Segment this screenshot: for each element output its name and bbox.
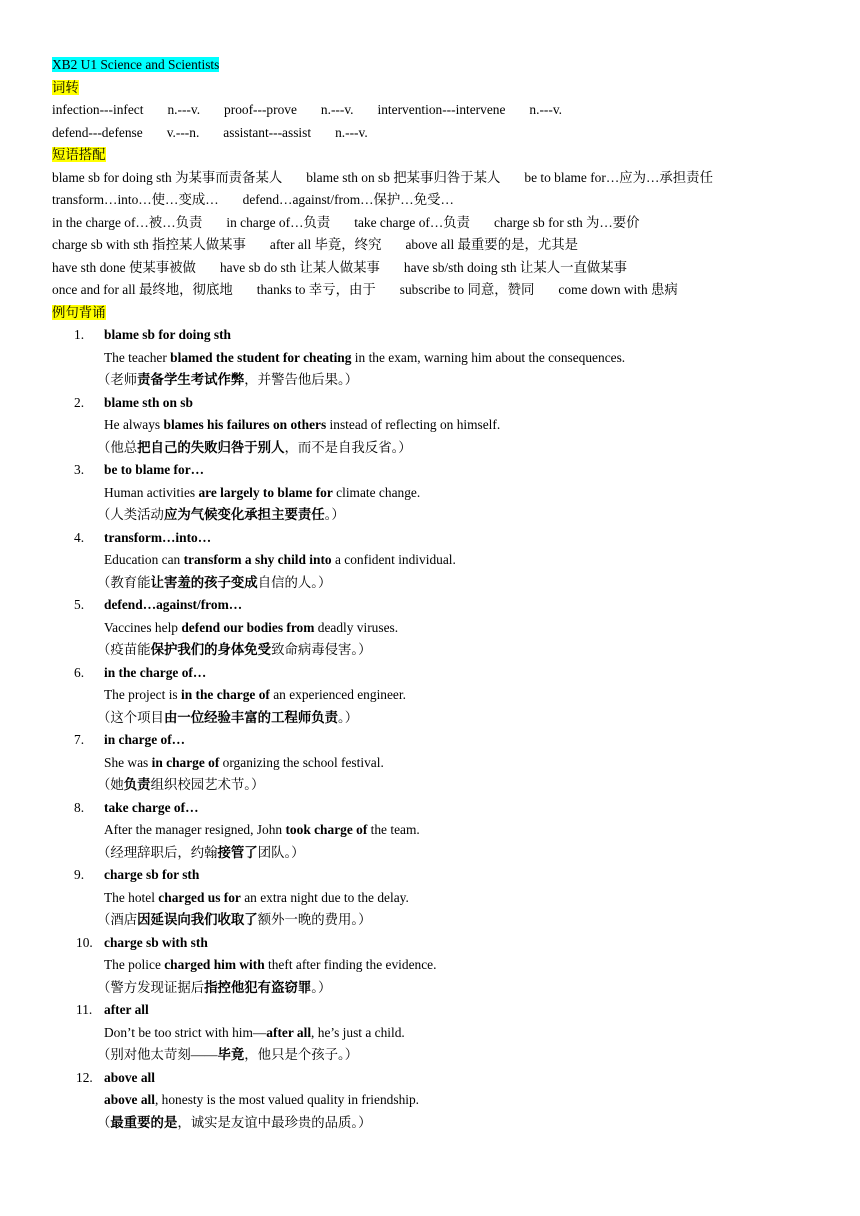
example-sentence-run: , he’s just a child. — [311, 1024, 405, 1040]
example-sentence-run: The police — [104, 957, 165, 972]
example-translation-run: ，他只是个孩子。） — [244, 1047, 359, 1062]
word-form-item: defend---defense — [52, 124, 143, 140]
phrase-row — [52, 234, 832, 257]
example-translation-text — [97, 912, 372, 927]
example-translation-text — [97, 507, 345, 522]
example-sentence-run: in charge of — [151, 754, 220, 770]
example-translation-run: （疫苗能 — [97, 642, 151, 657]
example-number: 4. — [74, 529, 85, 545]
example-translation-run: 最重要的是 — [110, 1114, 178, 1130]
example-phrase: in charge of… — [104, 732, 186, 747]
example-sentence-run: instead of reflecting on himself. — [326, 417, 501, 432]
example-translation-text — [97, 1115, 372, 1130]
example-translation — [52, 504, 832, 527]
example-translation-run: 应为气候变化承担主要责任 — [163, 507, 325, 522]
section-label-word-forms: 词转 — [52, 79, 79, 95]
example-sentence-run: in the charge of — [180, 687, 270, 702]
word-form-item: infection---infect — [52, 102, 144, 117]
example-translation-run: （老师 — [97, 372, 138, 387]
example-translation-run: 组织校园艺术节。） — [150, 777, 265, 792]
example-phrase: charge sb with sth — [104, 934, 208, 950]
example-translation-run: （这个项目 — [97, 709, 164, 725]
example-heading — [52, 594, 832, 617]
document-title: XB2 U1 Science and Scientists — [52, 57, 220, 72]
phrase-row — [52, 167, 832, 190]
example-translation-run: （酒店 — [97, 912, 138, 927]
example-number: 1. — [74, 327, 85, 342]
example-sentence-run: above all — [104, 1092, 155, 1107]
example-translation — [52, 572, 832, 595]
example-item — [52, 797, 832, 865]
example-translation-run: 致命病毒侵害。） — [271, 642, 372, 657]
example-sentence-run: He always — [104, 417, 164, 432]
example-translation-run: （她 — [97, 777, 124, 792]
example-phrase: take charge of… — [104, 799, 199, 815]
example-translation — [52, 639, 832, 662]
phrase-item: be to blame for…应为…承担责任 — [524, 169, 713, 185]
example-translation-run: （警方发现证据后 — [97, 979, 205, 995]
example-item — [52, 932, 832, 1000]
example-translation-run: 指控他犯有盗窃罪 — [204, 979, 312, 995]
document-page — [52, 54, 832, 1134]
phrase-item: after all 毕竟，终究 — [269, 237, 382, 252]
example-translation-run: 。） — [324, 507, 345, 522]
word-form-item: n.---v. — [167, 102, 201, 117]
example-sentence-run: blamed the student for cheating — [170, 349, 352, 365]
example-sentence-run: a confident individual. — [331, 552, 456, 567]
example-translation-run: （教育能 — [97, 574, 151, 590]
example-translation-run: 因延误向我们收取了 — [137, 912, 258, 927]
example-sentence-run: blames his failures on others — [163, 417, 327, 432]
example-phrase: blame sth on sb — [104, 394, 193, 410]
word-form-item: assistant---assist — [223, 124, 312, 140]
example-sentence — [52, 617, 832, 640]
example-heading — [52, 729, 832, 752]
example-sentence-run: an extra night due to the delay. — [240, 889, 409, 905]
section-label-examples: 例句背诵 — [52, 304, 106, 320]
example-sentence-run: after all — [266, 1024, 312, 1040]
example-translation-text — [97, 710, 358, 725]
example-number: 11. — [76, 1002, 93, 1017]
example-number: 6. — [74, 664, 85, 680]
example-translation — [52, 707, 832, 730]
example-translation-run: 让害羞的孩子变成 — [150, 574, 258, 590]
example-sentence-run: The project is — [104, 687, 181, 702]
example-number: 3. — [74, 462, 85, 477]
word-form-item: n.---v. — [320, 102, 354, 117]
example-number: 8. — [74, 799, 85, 815]
example-sentence-run: , honesty is the most valued quality in friendship. — [154, 1092, 420, 1107]
phrase-item: in charge of…负责 — [226, 214, 331, 230]
example-translation-text — [97, 575, 331, 590]
example-number: 2. — [74, 394, 85, 410]
example-sentence — [52, 549, 832, 572]
example-number: 12. — [76, 1069, 93, 1085]
example-item — [52, 999, 832, 1067]
phrase-row — [52, 279, 832, 302]
phrase-item: have sth done 使某事被做 — [52, 259, 196, 275]
phrase-row — [52, 257, 832, 280]
example-heading — [52, 932, 832, 955]
example-phrase: blame sb for doing sth — [104, 327, 231, 342]
example-list — [52, 324, 832, 1134]
example-translation — [52, 1044, 832, 1067]
example-sentence-run: an experienced engineer. — [269, 687, 406, 702]
example-sentence-run: The teacher — [104, 349, 171, 365]
phrase-item: thanks to 幸亏，由于 — [256, 282, 376, 297]
example-translation-text — [97, 440, 412, 455]
example-translation-run: （别对他太苛刻—— — [97, 1047, 218, 1062]
example-translation-run: ，而不是自我反省。） — [284, 439, 412, 455]
example-sentence — [52, 482, 832, 505]
example-item — [52, 864, 832, 932]
example-translation-text — [97, 372, 358, 387]
example-number: 9. — [74, 867, 85, 882]
word-form-item: proof---prove — [224, 102, 297, 117]
example-sentence — [52, 887, 832, 910]
example-heading — [52, 999, 832, 1022]
phrase-item: charge sb for sth 为…要价 — [494, 214, 640, 230]
example-number: 5. — [74, 597, 85, 612]
example-translation — [52, 369, 832, 392]
example-translation-run: 团队。） — [257, 844, 305, 860]
example-item — [52, 392, 832, 460]
example-translation-run: ，诚实是友谊中最珍贵的品质。） — [177, 1114, 372, 1130]
example-translation — [52, 437, 832, 460]
example-sentence-run: The hotel — [104, 889, 159, 905]
example-item — [52, 594, 832, 662]
example-translation-text — [97, 980, 331, 995]
example-translation-text — [97, 777, 264, 792]
example-sentence-run: deadly viruses. — [314, 619, 399, 635]
example-sentence-run: charged us for — [158, 889, 241, 905]
example-translation — [52, 774, 832, 797]
phrase-item: blame sth on sb 把某事归咎于某人 — [306, 169, 501, 185]
example-item — [52, 527, 832, 595]
example-phrase: charge sb for sth — [104, 867, 200, 882]
example-translation-text — [97, 845, 305, 860]
example-sentence — [52, 1022, 832, 1045]
phrase-item: charge sb with sth 指控某人做某事 — [52, 237, 246, 252]
example-phrase: in the charge of… — [104, 664, 207, 680]
example-translation-run: （人类活动 — [97, 507, 164, 522]
example-translation-run: 保护我们的身体免受 — [150, 642, 272, 657]
example-phrase: be to blame for… — [104, 462, 205, 477]
example-phrase: above all — [104, 1069, 155, 1085]
section-label-phrases: 短语搭配 — [52, 147, 106, 162]
example-translation-run: 由一位经验丰富的工程师负责 — [163, 709, 339, 725]
example-heading — [52, 392, 832, 415]
example-sentence-run: After the manager resigned, John — [104, 822, 286, 837]
example-translation-run: （他总 — [97, 439, 138, 455]
example-translation-run: 。） — [311, 979, 332, 995]
example-number: 7. — [74, 732, 85, 747]
example-sentence-run: transform a shy child into — [183, 552, 332, 567]
example-sentence — [52, 752, 832, 775]
example-translation-run: 负责 — [123, 777, 151, 792]
example-sentence-run: defend our bodies from — [181, 619, 315, 635]
phrase-item: take charge of…负责 — [354, 214, 471, 230]
example-sentence — [52, 1089, 832, 1112]
phrase-item: transform…into…使…变成… — [52, 192, 219, 207]
example-phrase: defend…against/from… — [104, 597, 243, 612]
example-translation-run: 毕竟 — [217, 1047, 245, 1062]
phrase-item: above all 最重要的是，尤其是 — [405, 237, 579, 252]
example-heading — [52, 459, 832, 482]
phrase-list — [52, 167, 832, 302]
phrase-item: in the charge of…被…负责 — [52, 214, 203, 230]
phrase-item: once and for all 最终地，彻底地 — [52, 282, 233, 297]
example-sentence-run: Human activities — [104, 484, 199, 500]
example-heading — [52, 662, 832, 685]
example-sentence-run: are largely to blame for — [198, 484, 333, 500]
example-sentence — [52, 684, 832, 707]
example-translation-run: 额外一晚的费用。） — [257, 912, 372, 927]
example-heading — [52, 324, 832, 347]
phrase-item: blame sb for doing sth 为某事而责备某人 — [52, 169, 283, 185]
example-sentence-run: charged him with — [164, 957, 265, 972]
word-forms-row — [52, 99, 832, 122]
example-item — [52, 729, 832, 797]
example-translation-run: 。） — [338, 709, 359, 725]
example-heading — [52, 1067, 832, 1090]
example-item — [52, 459, 832, 527]
example-translation-run: 自信的人。） — [257, 574, 332, 590]
word-form-item: v.---n. — [166, 124, 200, 140]
example-sentence-run: Don’t be too strict with him— — [104, 1024, 267, 1040]
example-translation-text — [97, 1047, 358, 1062]
word-form-item: n.---v. — [335, 124, 368, 140]
example-translation-run: 接管了 — [217, 844, 258, 860]
example-sentence-run: Education can — [104, 552, 184, 567]
example-sentence-run: She was — [104, 754, 152, 770]
section-heading-examples — [52, 302, 832, 325]
phrase-row — [52, 189, 832, 212]
example-translation-run: （经理辞职后，约翰 — [97, 844, 218, 860]
phrase-item: have sb do sth 让某人做某事 — [219, 259, 380, 275]
example-number: 10. — [76, 934, 93, 950]
example-translation — [52, 842, 832, 865]
example-translation-text — [97, 642, 372, 657]
example-phrase: after all — [104, 1002, 149, 1017]
example-sentence-run: in the exam, warning him about the consequences. — [351, 349, 626, 365]
example-sentence-run: climate change. — [332, 484, 421, 500]
example-sentence — [52, 347, 832, 370]
example-sentence-run: organizing the school festival. — [219, 754, 384, 770]
example-sentence — [52, 414, 832, 437]
example-sentence-run: Vaccines help — [104, 619, 182, 635]
phrase-item: defend…against/from…保护…免受… — [242, 192, 454, 207]
example-translation-run: （ — [97, 1114, 111, 1130]
title-line — [52, 54, 832, 77]
section-heading-phrases — [52, 144, 832, 167]
section-heading-word-forms — [52, 77, 832, 100]
example-translation-run: 责备学生考试作弊 — [137, 372, 245, 387]
phrase-row — [52, 212, 832, 235]
word-form-item: intervention---intervene — [377, 102, 506, 117]
word-forms-row — [52, 122, 832, 145]
example-translation-run: 把自己的失败归咎于别人 — [137, 439, 285, 455]
example-heading — [52, 797, 832, 820]
phrase-item: subscribe to 同意，赞同 — [399, 282, 535, 297]
example-sentence-run: took charge of — [285, 822, 368, 837]
word-form-item: n.---v. — [529, 102, 563, 117]
example-translation — [52, 977, 832, 1000]
example-item — [52, 324, 832, 392]
example-item — [52, 1067, 832, 1135]
example-item — [52, 662, 832, 730]
example-heading — [52, 527, 832, 550]
example-translation — [52, 1112, 832, 1135]
example-sentence-run: the team. — [367, 822, 420, 837]
phrase-item: come down with 患病 — [558, 282, 678, 297]
example-phrase: transform…into… — [104, 529, 212, 545]
example-translation-run: ，并警告他后果。） — [244, 372, 359, 387]
example-sentence — [52, 819, 832, 842]
example-heading — [52, 864, 832, 887]
example-sentence — [52, 954, 832, 977]
phrase-item: have sb/sth doing sth 让某人一直做某事 — [403, 259, 628, 275]
example-translation — [52, 909, 832, 932]
example-sentence-run: theft after finding the evidence. — [264, 957, 437, 972]
